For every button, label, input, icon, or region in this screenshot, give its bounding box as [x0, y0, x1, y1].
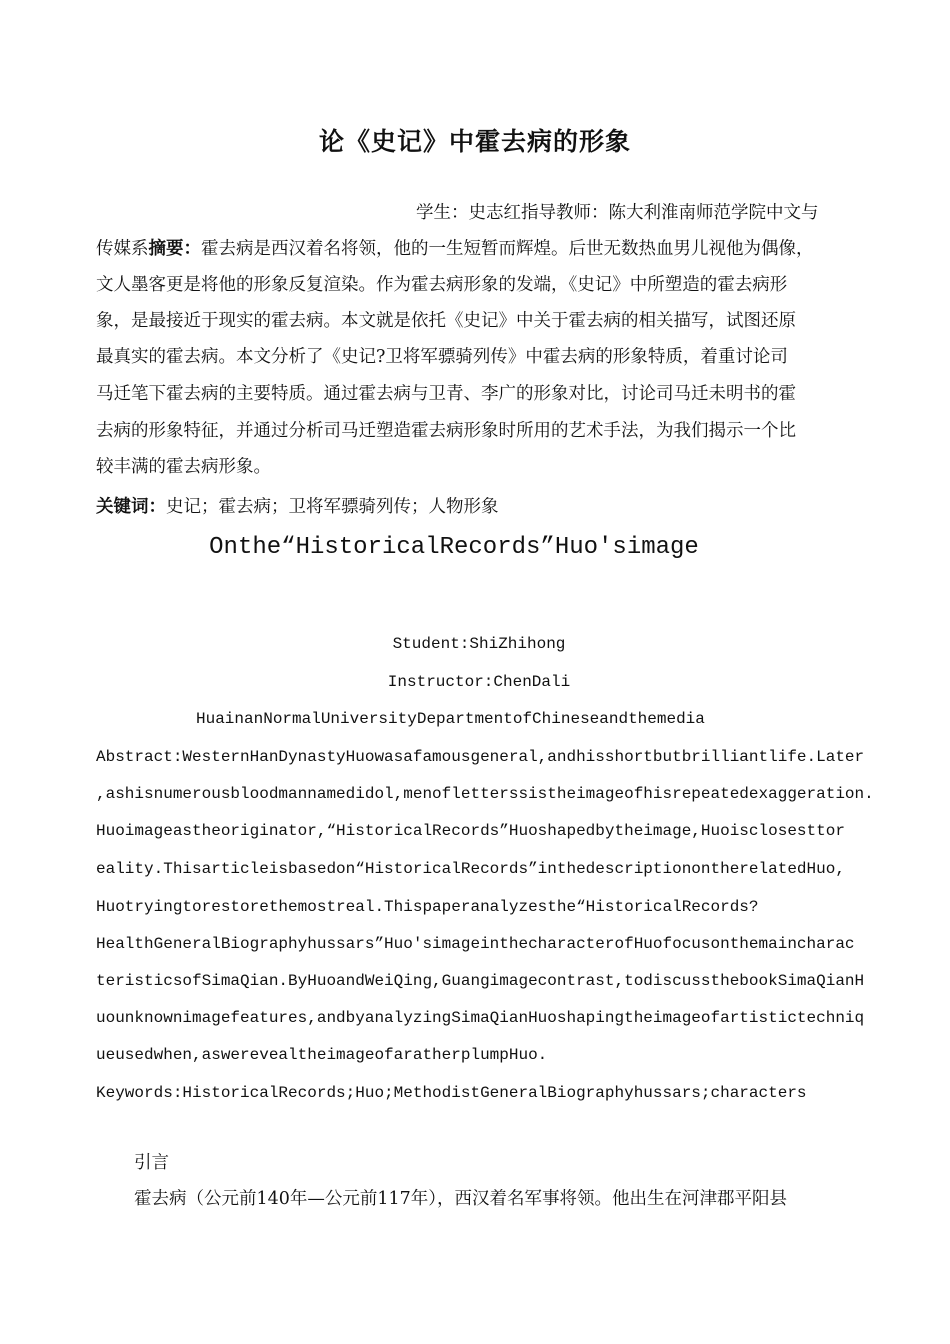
abstract-zh-line-6: 去病的形象特征，并通过分析司马迁塑造霍去病形象时所用的艺术手法，为我们揭示一个比: [96, 421, 796, 441]
abstract-en-line-9: ueusedwhen,aswerevealtheimageofaratherplumpHuo.: [96, 1046, 548, 1064]
keywords-en: Keywords:HistoricalRecords;Huo;MethodistGeneralBiographyhussars;characters: [96, 1084, 807, 1102]
abstract-zh-text-1: 霍去病是西汉着名将领，他的一生短暂而辉煌。后世无数热血男儿视他为偶像，: [201, 239, 814, 259]
abstract-en-line-5: Huotryingtorestorethemostreal.Thispaperanalyzesthe“HistoricalRecords?: [96, 898, 759, 916]
english-student: Student:ShiZhihong: [392, 635, 566, 653]
english-department: HuainanNormalUniversityDepartmentofChineseandthemedia: [196, 710, 705, 728]
abstract-zh-line-5: 马迁笔下霍去病的主要特质。通过霍去病与卫青、李广的形象对比，讨论司马迁未明书的霍: [96, 384, 796, 404]
abstract-en-line-7: teristicsofSimaQian.ByHuoandWeiQing,Guangimagecontrast,todiscussthebookSimaQianH: [96, 972, 865, 990]
abstract-zh-lead: 传媒系: [96, 239, 149, 259]
abstract-en-line-6: HealthGeneralBiographyhussars”Huo'simageinthecharacterofHuofocusonthemaincharac: [96, 935, 855, 953]
keywords-zh: [96, 497, 499, 517]
intro-paragraph-line: 霍去病（公元前140年—公元前117年），西汉着名军事将领。他出生在河津郡平阳县: [134, 1189, 788, 1209]
abstract-zh-line-1: [96, 239, 814, 259]
page-title: 论《史记》中霍去病的形象: [318, 127, 631, 156]
abstract-zh-line-7: 较丰满的霍去病形象。: [96, 457, 271, 477]
abstract-en-line-8: uounknownimagefeatures,andbyanalyzingSimaQianHuoshapingtheimageofartistictechniq: [96, 1009, 865, 1027]
abstract-en-line-1: Abstract:WesternHanDynastyHuowasafamousgeneral,andhisshortbutbrilliantlife.Later: [96, 748, 865, 766]
abstract-en-line-4: eality.Thisarticleisbasedon“HistoricalRecords”inthedescriptionontherelatedHuo,: [96, 860, 845, 878]
authors-line: 学生：史志红指导教师：陈大利淮南师范学院中文与: [416, 203, 819, 223]
intro-heading: 引言: [134, 1153, 169, 1173]
keywords-zh-text: 史记；霍去病；卫将军骠骑列传；人物形象: [166, 497, 499, 517]
abstract-zh-label: 摘要：: [148, 239, 201, 259]
abstract-zh-line-4: 最真实的霍去病。本文分析了《史记?卫将军骠骑列传》中霍去病的形象特质，着重讨论司: [96, 347, 788, 367]
abstract-en-line-2: ,ashisnumerousbloodmannamedidol,menofletterssistheimageofhisrepeatedexaggeration.: [96, 785, 874, 803]
keywords-zh-label: 关键词：: [96, 497, 166, 517]
english-instructor: Instructor:ChenDali: [387, 673, 571, 691]
abstract-en-line-3: Huoimageastheoriginator,“HistoricalRecords”Huoshapedbytheimage,Huoisclosesttor: [96, 822, 845, 840]
abstract-zh-line-3: 象，是最接近于现实的霍去病。本文就是依托《史记》中关于霍去病的相关描写，试图还原: [96, 311, 796, 331]
english-title: Onthe“HistoricalRecords”Huo'simage: [209, 534, 699, 561]
abstract-zh-line-2: 文人墨客更是将他的形象反复渲染。作为霍去病形象的发端，《史记》中所塑造的霍去病形: [96, 275, 788, 295]
